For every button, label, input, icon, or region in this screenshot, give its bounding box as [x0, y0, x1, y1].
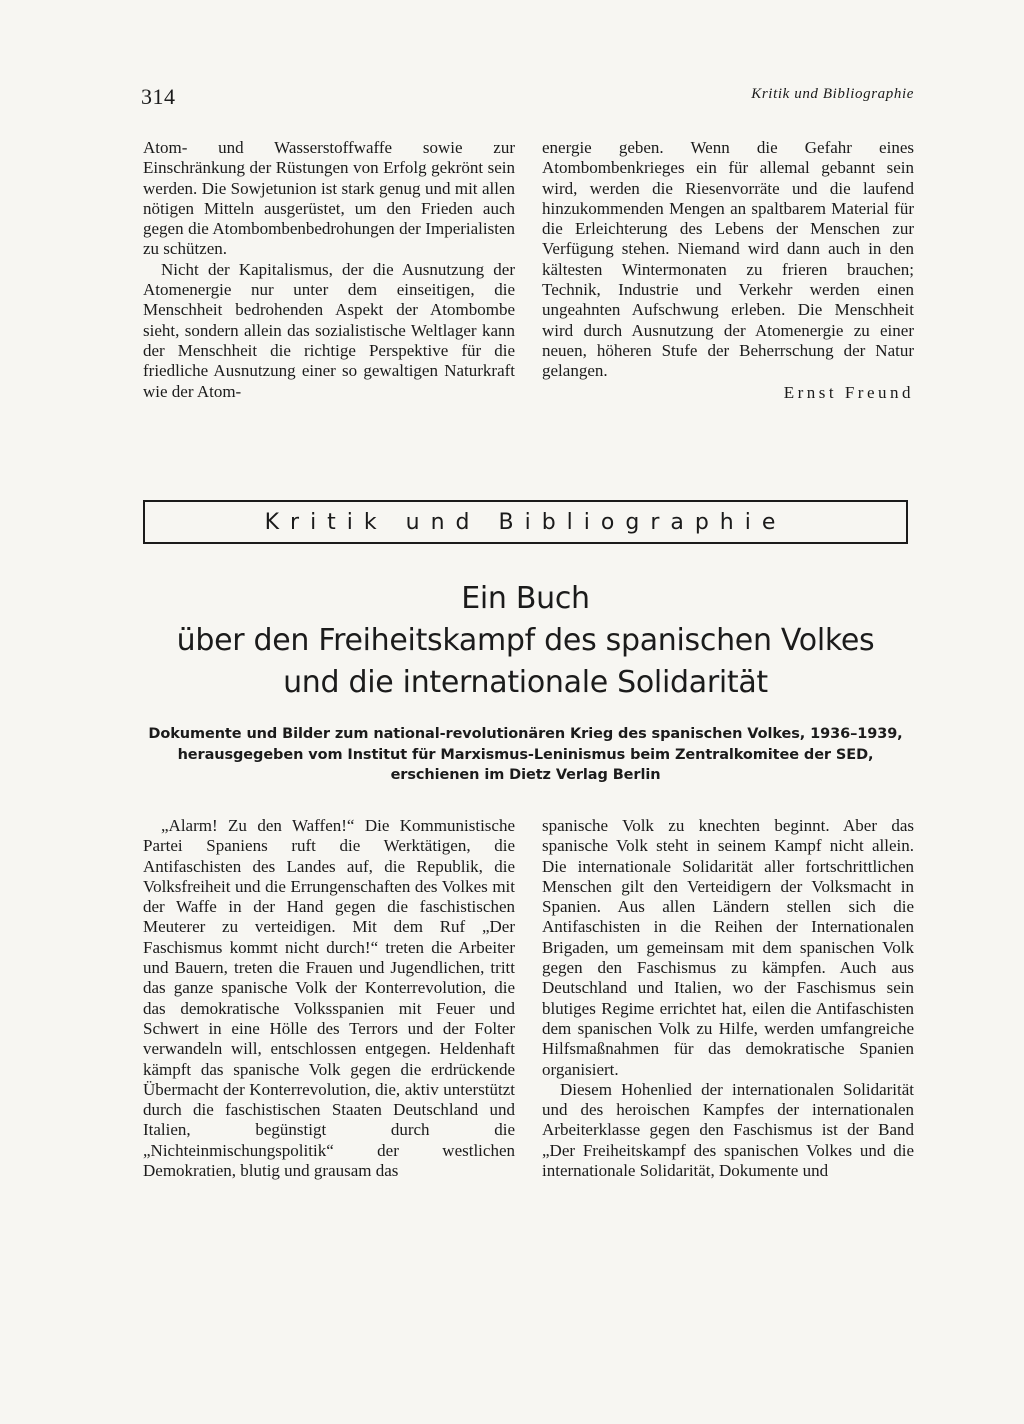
bottom-left-column	[143, 816, 515, 1181]
paragraph: energie geben. Wenn die Gefahr eines Atombombenkrieges ein für allemal gebannt sein wird, werden die Riesenvorräte und die laufend hinzukommenden Mengen an spaltbarem Material für die Erleichterung des Lebens der Menschen zur Verfügung stehen. Niemand wird dann auch in den kältesten Wintermonaten zu frieren brauchen; Technik, Industrie und Verkehr werden einen ungeahnten Aufschwung erleben. Die Menschheit wird durch Ausnutzung der Atomenergie zu einer neuen, höheren Stufe der Beherrschung der Natur gelangen.	[542, 138, 914, 381]
book-title	[143, 578, 908, 704]
top-right-column	[542, 138, 914, 403]
page-number: 314	[141, 84, 176, 109]
paragraph: „Alarm! Zu den Waffen!“ Die Kommunistische Partei Spaniens ruft die Werktätigen, die Antifaschisten des Landes auf, die Republik, die Volksfreiheit und die Errungenschaften des Volkes mit der Waffe in der Hand gegen die faschistischen Meuterer zu verteidigen. Mit dem Ruf „Der Faschismus kommt nicht durch!“ treten die Arbeiter und Bauern, treten die Frauen und Jugendlichen, tritt das ganze spanische Volk der Konterrevolution, die das demokratische Volksspanien mit Feuer und Schwert in eine Hölle des Terrors und der Folter verwandeln will, entschlossen entgegen. Heldenhaft kämpft das spanische Volk gegen die erdrückende Übermacht der Konterrevolution, die, aktiv unterstützt durch die faschistischen Staaten Deutschland und Italien, begünstigt durch die „Nichteinmischungspolitik“ der westlichen Demokratien, blutig und grausam das	[143, 816, 515, 1181]
paragraph: Diesem Hohenlied der internationalen Solidarität und des heroischen Kampfes der internationalen Arbeiterklasse gegen den Faschismus ist der Band „Der Freiheitskampf des spanischen Volkes und die internationale Solidarität, Dokumente und	[542, 1079, 914, 1181]
book-title-line: und die internationale Solidarität	[283, 665, 768, 700]
paragraph: spanische Volk zu knechten beginnt. Aber das spanische Volk steht in seinem Kampf nicht allein. Die internationale Solidarität aller fortschrittlichen Menschen gilt den Verteidigern der Volksmacht in Spanien. Aus allen Ländern stellen sich die Antifaschisten in die Reihen der Internationalen Brigaden, um gemeinsam mit dem spanischen Volk gegen den Faschismus zu kämpfen. Auch aus Deutschland und Italien, wo der Faschismus sein blutiges Regime errichtet hat, eilen die Antifaschisten dem spanischen Volk zu Hilfe, werden umfangreiche Hilfsmaßnahmen für das demokratische Spanien organisiert.	[542, 816, 914, 1079]
subtitle-line: erschienen im Dietz Verlag Berlin	[390, 767, 661, 783]
section-heading-box	[143, 500, 908, 544]
subtitle-line: Dokumente und Bilder zum national-revolutionären Krieg des spanischen Volkes, 1936–1939,	[148, 726, 903, 742]
book-title-line: über den Freiheitskampf des spanischen Volkes	[176, 623, 875, 658]
paragraph: Nicht der Kapitalismus, der die Ausnutzung der Atomenergie nur unter dem einseitigen, die Menschheit bedrohenden Aspekt der Atombombe sieht, sondern allein das sozialistische Weltlager kann der Menschheit die richtige Perspektive für die friedliche Ausnutzung einer so gewaltigen Naturkraft wie der Atom-	[143, 259, 515, 401]
running-head: Kritik und Bibliographie	[751, 86, 914, 102]
top-left-column	[143, 138, 515, 402]
author-signature: Ernst Freund	[783, 382, 914, 402]
book-title-line: Ein Buch	[461, 581, 590, 616]
section-heading: Kritik und Bibliographie	[264, 509, 787, 535]
book-subtitle	[143, 724, 908, 786]
paragraph: Atom- und Wasserstoffwaffe sowie zur Einschränkung der Rüstungen von Erfolg gekrönt sein werden. Die Sowjetunion ist stark genug und mit allen nötigen Mitteln ausgerüstet, um den Frieden auch gegen die Atombombenbedrohungen der Imperialisten zu schützen.	[143, 138, 515, 259]
subtitle-line: herausgegeben vom Institut für Marxismus-Leninismus beim Zentralkomitee der SED,	[177, 746, 874, 763]
bottom-right-column	[542, 816, 914, 1181]
